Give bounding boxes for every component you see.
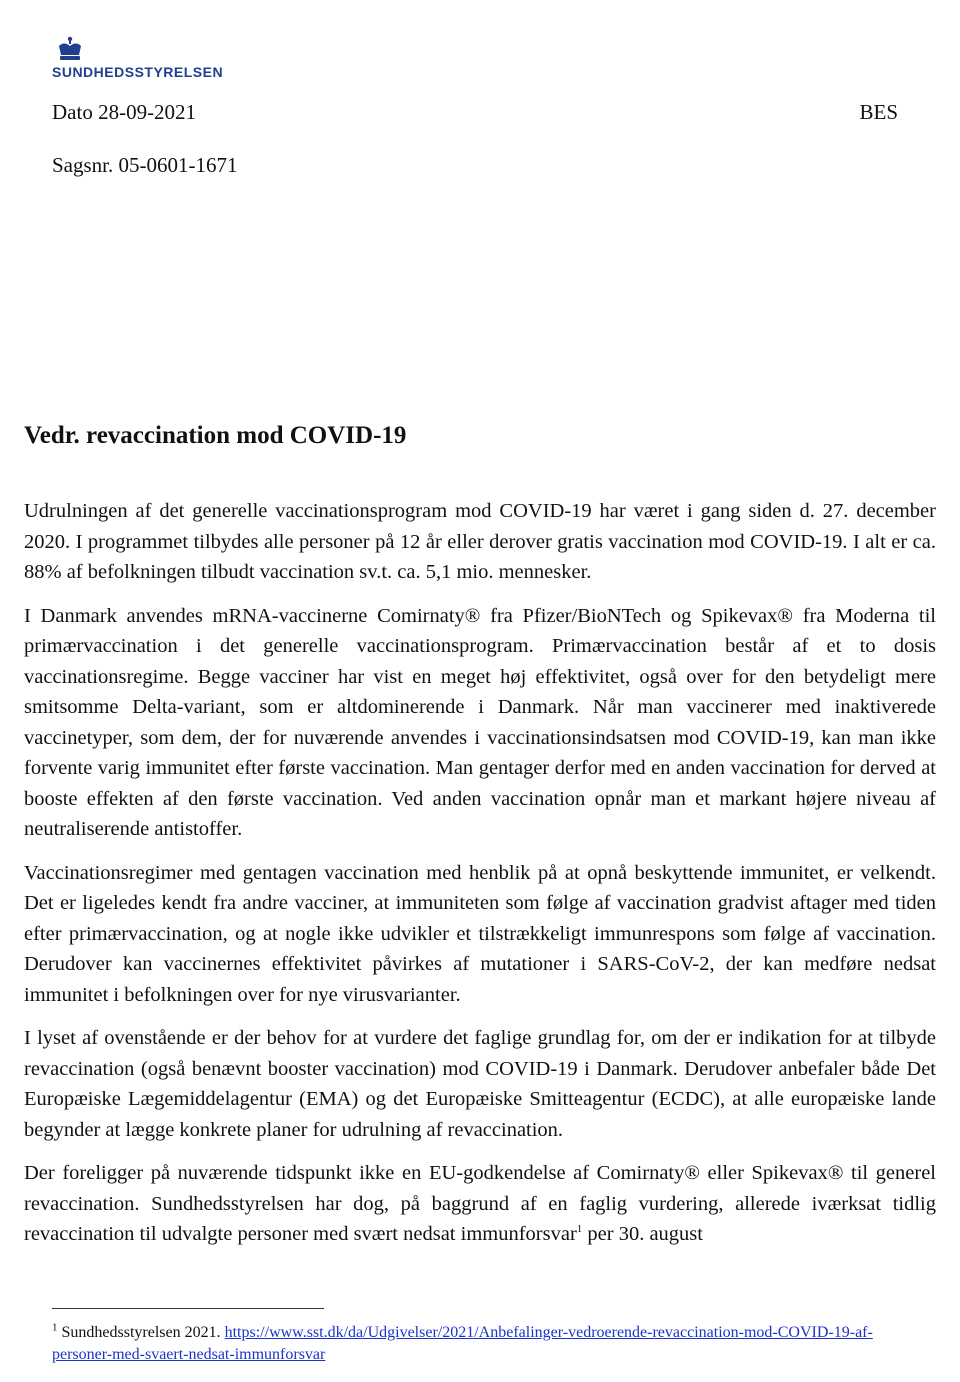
footnote-reference[interactable]: 1	[576, 1223, 583, 1236]
logo	[52, 36, 252, 80]
paragraph: I lyset af ovenstående er der behov for at vurdere det faglige grundlag for, om der er indikation for at tilbyde revaccination (også benævnt booster vaccination) mod COVID-19 i Danmark. Derudover anbefaler både Det Europæiske Lægemiddelagentur (EMA) og det Europæiske Smitteagentur (ECDC), at alle europæiske lande begynder at lægge konkrete planer for udrulning af revaccination.	[24, 1027, 936, 1141]
crown-icon	[56, 36, 84, 62]
document-body	[24, 496, 936, 1263]
author-initials: BES	[859, 100, 898, 124]
case-number: Sagsnr. 05-0601-1671	[52, 153, 238, 177]
logo-text: SUNDHEDSSTYRELSEN	[52, 64, 224, 80]
footnote	[52, 1322, 912, 1366]
paragraph-last	[24, 1158, 936, 1250]
paragraph: Udrulningen af det generelle vaccinationsprogram mod COVID-19 har været i gang siden d. 27. december 2020. I programmet tilbydes alle personer på 12 år eller derover gratis vaccination mod COVID-19. I alt er ca. 88% af befolkningen tilbudt vaccination sv.t. ca. 5,1 mio. mennesker.	[24, 500, 936, 583]
footnote-marker: 1	[52, 1321, 58, 1334]
paragraph-text: Der foreligger på nuværende tidspunkt ikke en EU-godkendelse af Comirnaty® eller Spikevax® til generel revaccination. Sundhedsstyrelsen har dog, på baggrund af en faglig vurdering, allerede iværksat tidlig revaccination til udvalgte personer med svært nedsat immunforsvar	[24, 1162, 936, 1245]
footnote-link[interactable]: https://www.sst.dk/da/Udgivelser/2021/Anbefalinger-vedroerende-revaccination-mod-COVID-19-af-personer-med-svaert-nedsat-immunforsvar	[52, 1324, 873, 1363]
footnote-divider	[52, 1308, 324, 1309]
document-date: Dato 28-09-2021	[52, 100, 197, 124]
paragraph: I Danmark anvendes mRNA-vaccinerne Comirnaty® fra Pfizer/BioNTech og Spikevax® fra Moderna til primærvaccination i det generelle vaccinationsprogram. Primærvaccination består af et to dosis vaccinationsregime. Begge vacciner har vist en meget høj effektivitet, også over for den betydeligt mere smitsomme Delta-variant, som er altdominerende i Danmark. Når man vaccinerer med inaktiverede vaccinetyper, som dem, der for nuværende anvendes i vaccinationsindsatsen mod COVID-19, kan man ikke forvente varig immunitet efter første vaccination. Man gentager derfor med en anden vaccination for derved at booste effekten af den første vaccination. Ved anden vaccination opnår man et markant højere niveau af neutraliserende antistoffer.	[24, 604, 936, 840]
footnote-text: Sundhedsstyrelsen 2021.	[57, 1324, 225, 1341]
paragraph-text-continued: per 30. august	[582, 1223, 703, 1245]
paragraph: Vaccinationsregimer med gentagen vaccination med henblik på at opnå beskyttende immunitet, er velkendt. Det er ligeledes kendt fra andre vacciner, at immuniteten som følge af vaccination gradvist aftager med tiden efter primærvaccination, og at nogle ikke udvikler et tilstrækkeligt immunrespons som følge af vaccination. Derudover kan vaccinernes effektivitet påvirkes af mutationer i SARS-CoV-2, der kan medføre nedsat immunitet i befolkningen over for nye virusvarianter.	[24, 861, 936, 1006]
document-title: Vedr. revaccination mod COVID-19	[24, 422, 407, 449]
